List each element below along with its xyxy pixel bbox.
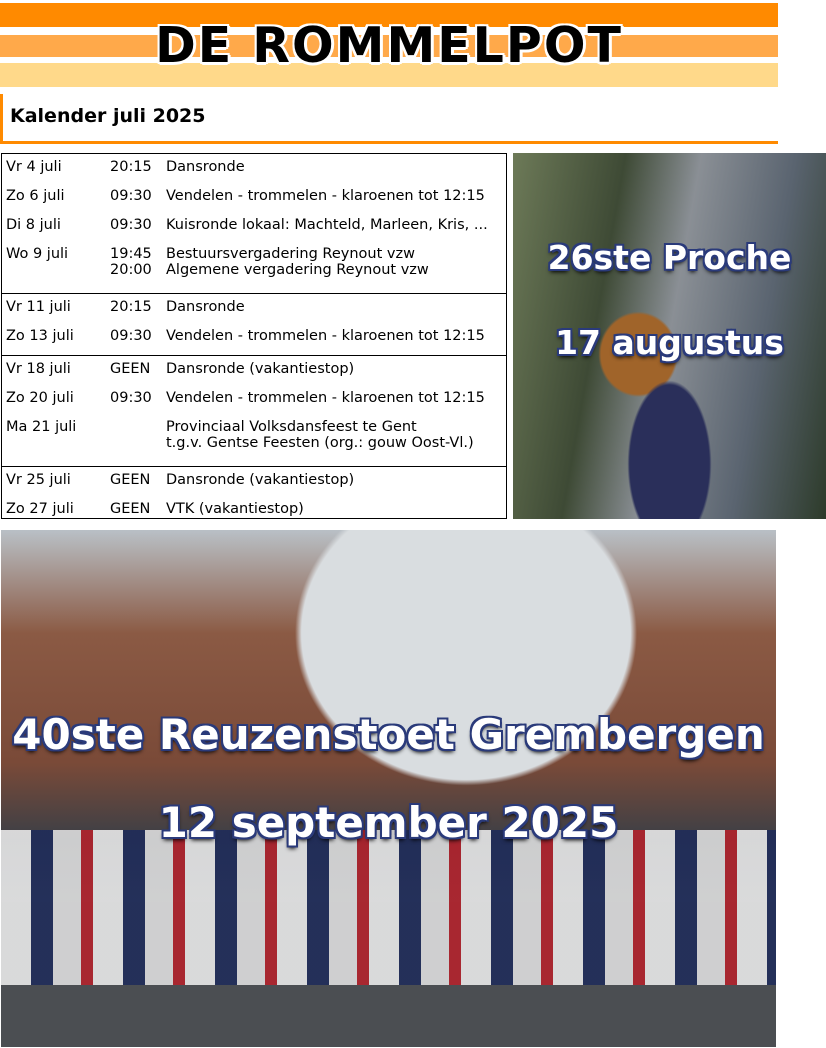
calendar-day: Vr 4 juli	[6, 159, 62, 175]
calendar-activity	[166, 328, 485, 344]
calendar-activity-line: VTK (vakantiestop)	[166, 501, 304, 517]
masthead	[0, 0, 778, 90]
calendar-activity	[166, 419, 474, 451]
calendar-time	[110, 159, 152, 175]
calendar-day: Ma 21 juli	[6, 419, 77, 435]
calendar-activity-line: Provinciaal Volksdansfeest te Gent	[166, 419, 417, 435]
calendar-row	[2, 326, 506, 355]
calendar-activity	[166, 299, 245, 315]
proche-title: 26ste Proche	[547, 238, 792, 277]
calendar-time-line: 20:00	[110, 262, 152, 278]
calendar-time-line: 09:30	[110, 328, 152, 344]
calendar-heading	[0, 94, 778, 144]
calendar-day: Zo 20 juli	[6, 390, 74, 406]
calendar-time-line: GEEN	[110, 501, 151, 517]
calendar-activity-line: Vendelen - trommelen - klaroenen tot 12:15	[166, 328, 485, 344]
calendar-row	[2, 499, 506, 528]
calendar-time	[110, 501, 150, 517]
calendar-day: Zo 27 juli	[6, 501, 74, 517]
calendar-activity	[166, 188, 485, 204]
reuzenstoet-title: 40ste Reuzenstoet Grembergen	[12, 710, 765, 759]
calendar-activity-line: Bestuursvergadering Reynout vzw	[166, 246, 415, 262]
calendar-activity	[166, 472, 354, 488]
calendar-activity-line: Dansronde (vakantiestop)	[166, 361, 355, 377]
reuzenstoet-date: 12 september 2025	[158, 798, 619, 847]
calendar-row	[2, 186, 506, 215]
calendar-day: Wo 9 juli	[6, 246, 69, 262]
calendar-activity-line: Algemene vergadering Reynout vzw	[166, 262, 429, 278]
calendar-time-line: 20:15	[110, 299, 152, 315]
calendar-day: Vr 18 juli	[6, 361, 71, 377]
calendar-row	[2, 297, 506, 326]
calendar-activity	[166, 217, 488, 233]
calendar-row	[2, 470, 506, 499]
proche-photo	[513, 153, 826, 519]
calendar-week	[2, 356, 506, 467]
calendar-time	[110, 390, 152, 406]
calendar-time	[110, 188, 152, 204]
calendar-day: Zo 13 juli	[6, 328, 74, 344]
calendar-activity-line: t.g.v. Gentse Feesten (org.: gouw Oost-Vl.)	[166, 435, 474, 451]
calendar-activity	[166, 361, 354, 377]
calendar-activity-line: Vendelen - trommelen - klaroenen tot 12:15	[166, 188, 485, 204]
calendar-time	[110, 217, 152, 233]
calendar-row	[2, 417, 506, 466]
calendar-time-line: GEEN	[110, 472, 151, 488]
calendar-activity	[166, 159, 245, 175]
calendar-activity-line: Vendelen - trommelen - klaroenen tot 12:15	[166, 390, 485, 406]
calendar-table	[1, 153, 507, 519]
calendar-day: Vr 25 juli	[6, 472, 71, 488]
calendar-time	[110, 299, 152, 315]
calendar-activity-line: Kuisronde lokaal: Machteld, Marleen, Kris, ...	[166, 217, 488, 233]
calendar-activity	[166, 390, 485, 406]
reuzenstoet-photo	[1, 530, 776, 1047]
calendar-activity-line: Dansronde	[166, 299, 245, 315]
calendar-time-line: 09:30	[110, 217, 152, 233]
calendar-time	[110, 361, 150, 377]
photo-marchers	[1, 830, 776, 985]
calendar-row	[2, 244, 506, 293]
calendar-day: Vr 11 juli	[6, 299, 71, 315]
calendar-row	[2, 157, 506, 186]
calendar-activity-line: Dansronde	[166, 159, 245, 175]
calendar-activity	[166, 501, 304, 517]
calendar-time-line: 09:30	[110, 188, 152, 204]
calendar-week	[2, 467, 506, 528]
calendar-day: Di 8 juli	[6, 217, 61, 233]
calendar-time-line: 19:45	[110, 246, 152, 262]
calendar-row	[2, 388, 506, 417]
calendar-time-line: GEEN	[110, 361, 151, 377]
calendar-time	[110, 472, 150, 488]
calendar-time-line: 20:15	[110, 159, 152, 175]
calendar-row	[2, 359, 506, 388]
calendar-week	[2, 154, 506, 294]
calendar-time	[110, 246, 152, 278]
calendar-time	[110, 328, 152, 344]
calendar-activity-line: Dansronde (vakantiestop)	[166, 472, 355, 488]
calendar-day: Zo 6 juli	[6, 188, 65, 204]
proche-date: 17 augustus	[555, 323, 784, 362]
calendar-activity	[166, 246, 429, 278]
calendar-row	[2, 215, 506, 244]
calendar-time-line: 09:30	[110, 390, 152, 406]
calendar-heading-text: Kalender juli 2025	[10, 105, 206, 127]
calendar-week	[2, 294, 506, 356]
masthead-title: DE ROMMELPOT	[155, 17, 623, 74]
